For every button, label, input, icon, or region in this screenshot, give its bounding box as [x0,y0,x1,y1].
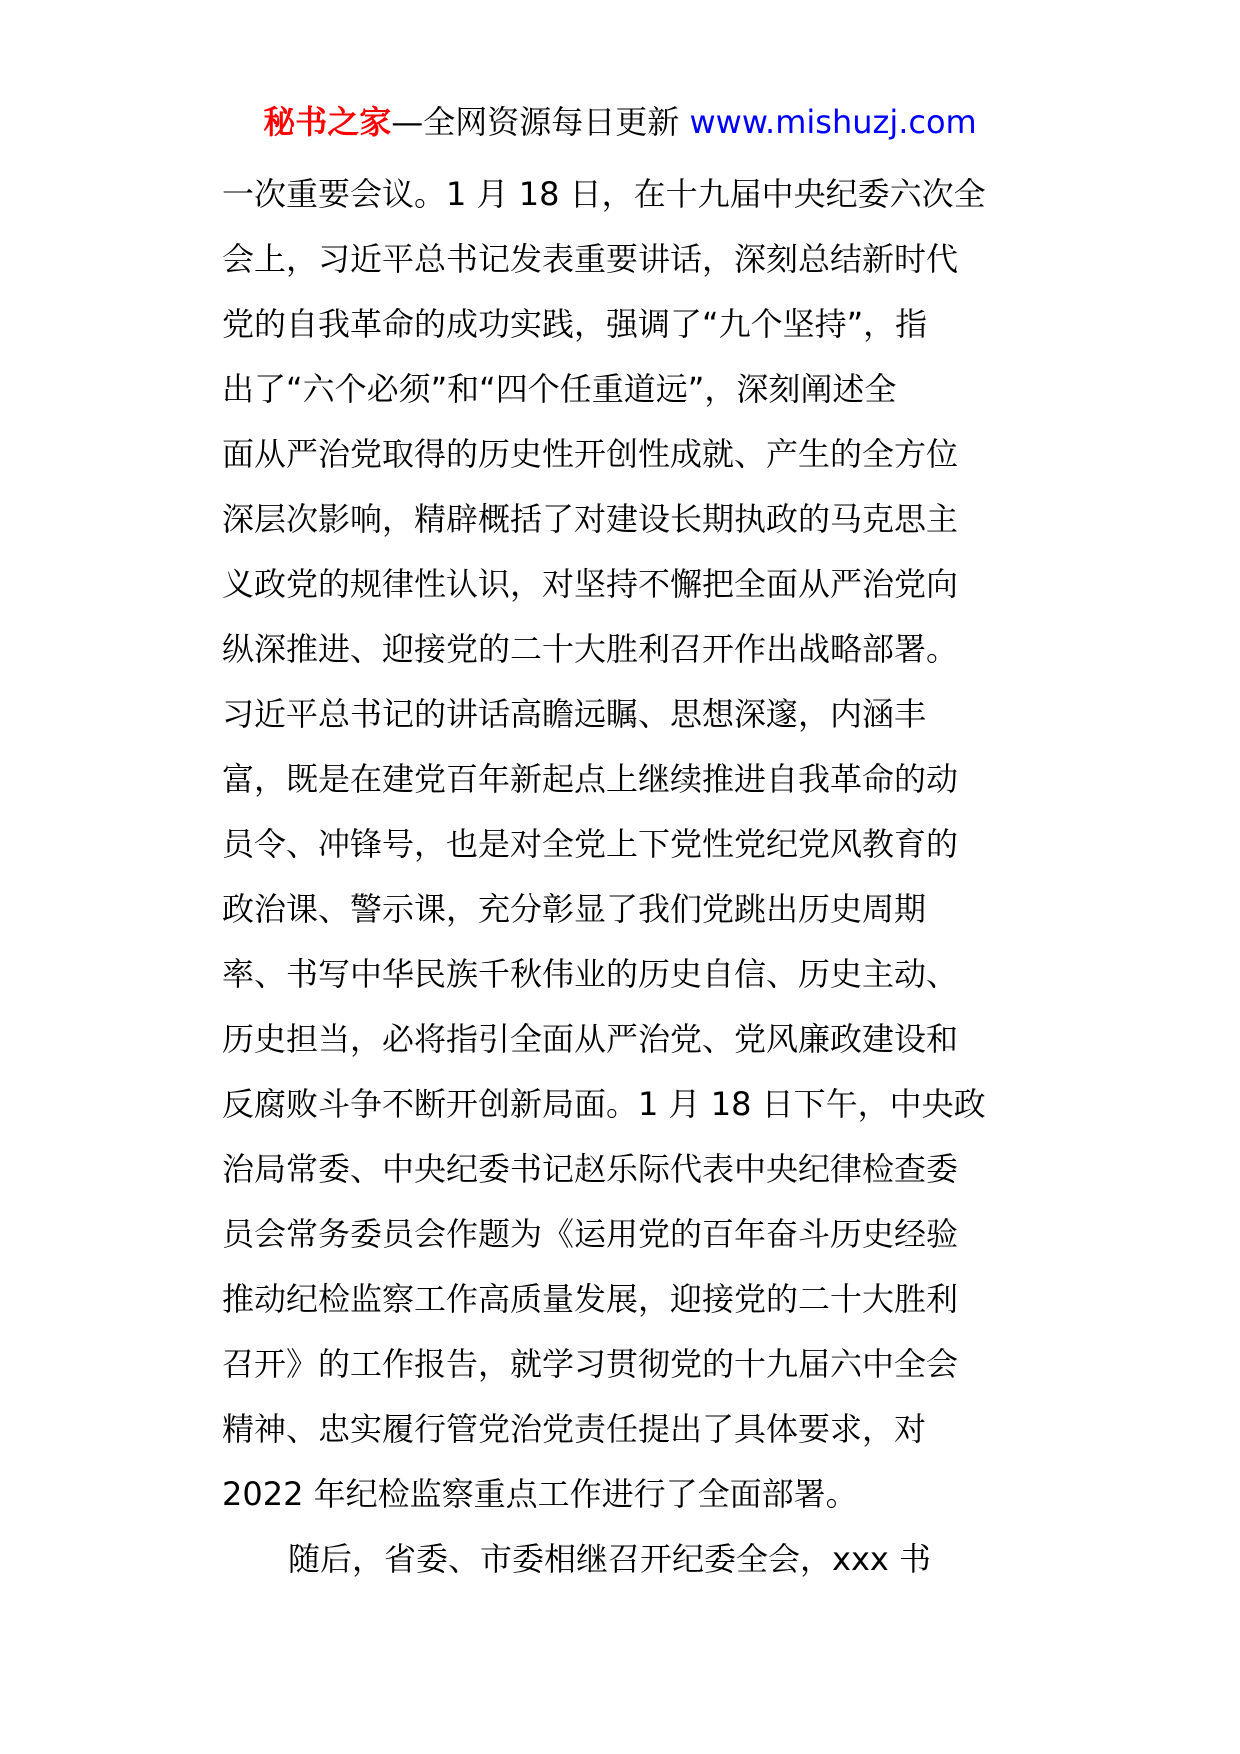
text-line: 面从严治党取得的历史性开创性成就、产生的全方位 [222,435,959,473]
text-line: 富，既是在建党百年新起点上继续推进自我革命的动 [222,760,959,798]
text-line: 会上，习近平总书记发表重要讲话，深刻总结新时代 [222,240,959,278]
text-line: 治局常委、中央纪委书记赵乐际代表中央纪律检查委 [222,1150,959,1188]
paragraph-first-line: 随后，省委、市委相继召开纪委全会，xxx 书 [288,1540,931,1578]
text-line: 反腐败斗争不断开创新局面。1 月 18 日下午，中央政 [222,1085,986,1123]
text-line: 精神、忠实履行管党治党责任提出了具体要求，对 [222,1410,927,1448]
text-line: 历史担当，必将指引全面从严治党、党风廉政建设和 [222,1020,959,1058]
text-line: 习近平总书记的讲话高瞻远瞩、思想深邃，内涵丰 [222,695,927,733]
banner-tagline: —全网资源每日更新 [391,103,690,141]
document-body [222,162,1022,1592]
text-line: 出了“六个必须”和“四个任重道远”，深刻阐述全 [222,370,897,408]
text-line: 2022 年纪检监察重点工作进行了全面部署。 [222,1475,858,1513]
text-line: 员会常务委员会作题为《运用党的百年奋斗历史经验 [222,1215,959,1253]
text-line: 党的自我革命的成功实践，强调了“九个坚持”，指 [222,305,928,343]
text-line: 率、书写中华民族千秋伟业的历史自信、历史主动、 [222,955,959,993]
text-line: 深层次影响，精辟概括了对建设长期执政的马克思主 [222,500,959,538]
text-line: 召开》的工作报告，就学习贯彻党的十九届六中全会 [222,1345,959,1383]
text-line: 员令、冲锋号，也是对全党上下党性党纪党风教育的 [222,825,959,863]
text-line: 一次重要会议。1 月 18 日，在十九届中央纪委六次全 [222,175,986,213]
text-line: 义政党的规律性认识，对坚持不懈把全面从严治党向 [222,565,959,603]
text-line: 政治课、警示课，充分彰显了我们党跳出历史周期 [222,890,927,928]
text-line: 纵深推进、迎接党的二十大胜利召开作出战略部署。 [222,630,959,668]
site-url-link[interactable]: www.mishuzj.com [689,103,977,141]
site-banner [0,100,1240,144]
brand-name: 秘书之家 [263,103,392,141]
text-line: 推动纪检监察工作高质量发展，迎接党的二十大胜利 [222,1280,959,1318]
